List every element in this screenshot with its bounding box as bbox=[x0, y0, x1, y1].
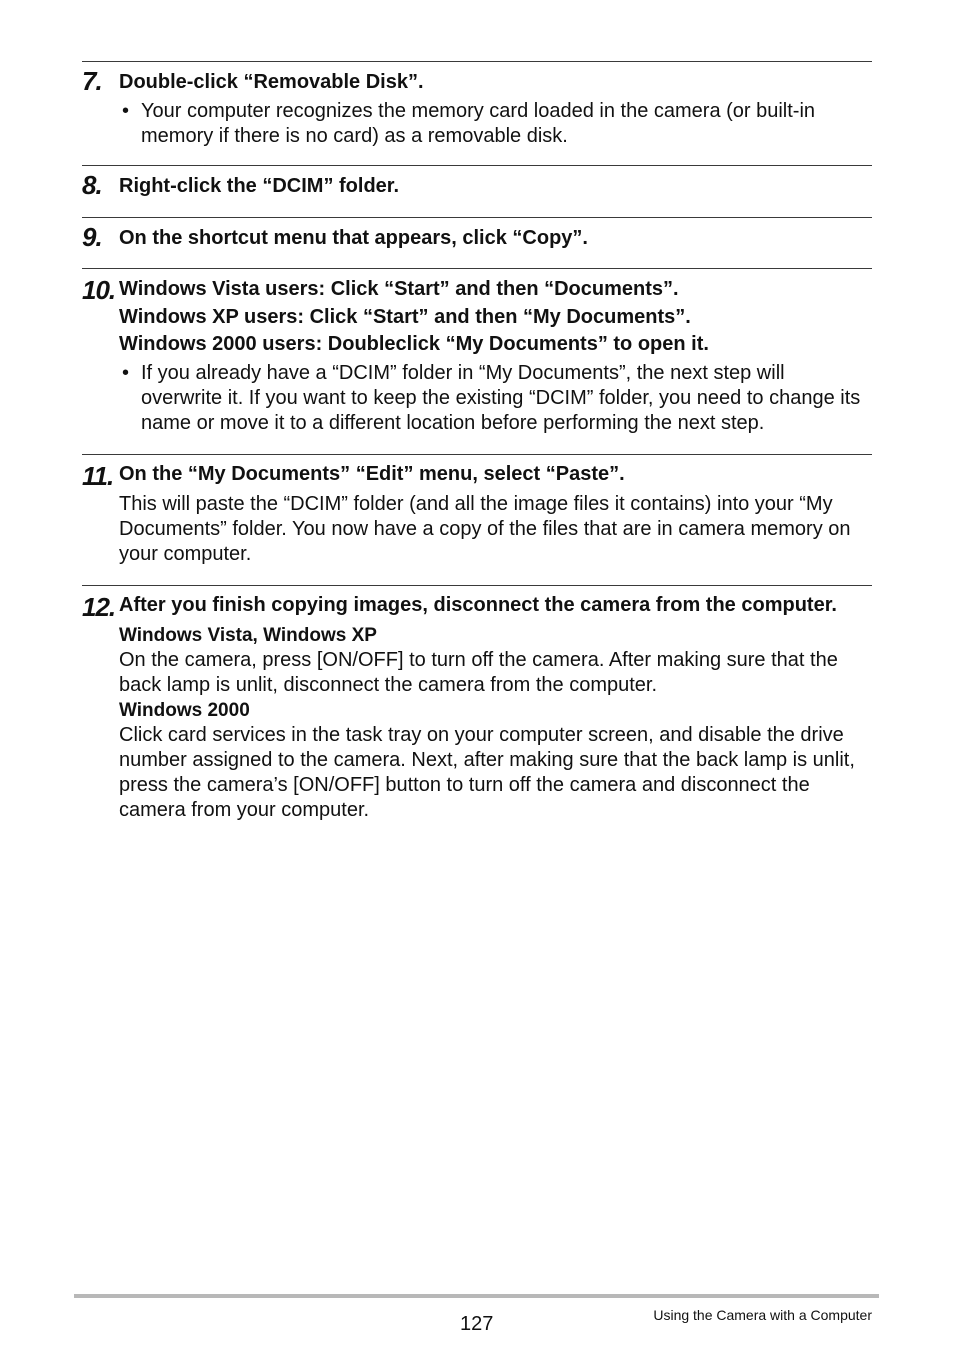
step-number: 9. bbox=[82, 222, 102, 252]
section-heading: Windows Vista, Windows XP bbox=[119, 624, 377, 646]
page-number: 127 bbox=[460, 1313, 494, 1335]
step-title: After you finish copying images, disconnect the camera from the computer. bbox=[119, 594, 837, 616]
step-number: 8. bbox=[82, 170, 102, 200]
step-11 bbox=[82, 454, 872, 585]
step-title: On the shortcut menu that appears, click “Copy”. bbox=[119, 227, 588, 249]
step-title: On the “My Documents” “Edit” menu, select “Paste”. bbox=[119, 463, 625, 485]
step-title: Double-click “Removable Disk”. bbox=[119, 71, 424, 93]
step-number: 11. bbox=[82, 461, 114, 491]
step-9 bbox=[82, 217, 872, 268]
bullet-item: • If you already have a “DCIM” folder in “My Documents”, the next step will overwrite it. If you want to keep the existing “DCIM” folder, you need to change its name or move it to a different location before performing the next step. bbox=[122, 361, 861, 434]
step-number: 10. bbox=[82, 275, 116, 305]
step-number: 7. bbox=[82, 66, 102, 96]
footer-divider bbox=[74, 1294, 879, 1298]
section-text: Click card services in the task tray on your computer screen, and disable the drive number assigned to the camera. Next, after making sure that the back lamp is unlit, press the camera’s [ON/OFF] button to turn off the camera and disconnect the camera from your computer. bbox=[119, 723, 855, 821]
step-12 bbox=[82, 585, 872, 865]
step-title-line: Windows XP users: Click “Start” and then “My Documents”. bbox=[119, 305, 691, 328]
bullet-icon: • bbox=[122, 361, 130, 384]
step-description: This will paste the “DCIM” folder (and all the image files it contains) into your “My Documents” folder. You now have a copy of the files that are in camera memory on your computer. bbox=[119, 492, 851, 565]
step-8 bbox=[82, 165, 872, 217]
step-title: Right-click the “DCIM” folder. bbox=[119, 175, 400, 197]
section-text: On the camera, press [ON/OFF] to turn off the camera. After making sure that the back lamp is unlit, disconnect the camera from the computer. bbox=[119, 648, 838, 696]
bullet-icon: • bbox=[122, 99, 130, 122]
step-number: 12. bbox=[82, 592, 116, 622]
footer-section-title: Using the Camera with a Computer bbox=[653, 1307, 872, 1323]
step-7 bbox=[82, 61, 872, 165]
step-title-line: Windows 2000 users: Doubleclick “My Documents” to open it. bbox=[119, 333, 709, 355]
bullet-item: • Your computer recognizes the memory card loaded in the camera (or built-in memory if there is no card) as a removable disk. bbox=[122, 99, 816, 147]
section-heading: Windows 2000 bbox=[119, 699, 250, 721]
step-title-line: Windows Vista users: Click “Start” and then “Documents”. bbox=[119, 278, 679, 300]
step-10 bbox=[82, 268, 872, 454]
